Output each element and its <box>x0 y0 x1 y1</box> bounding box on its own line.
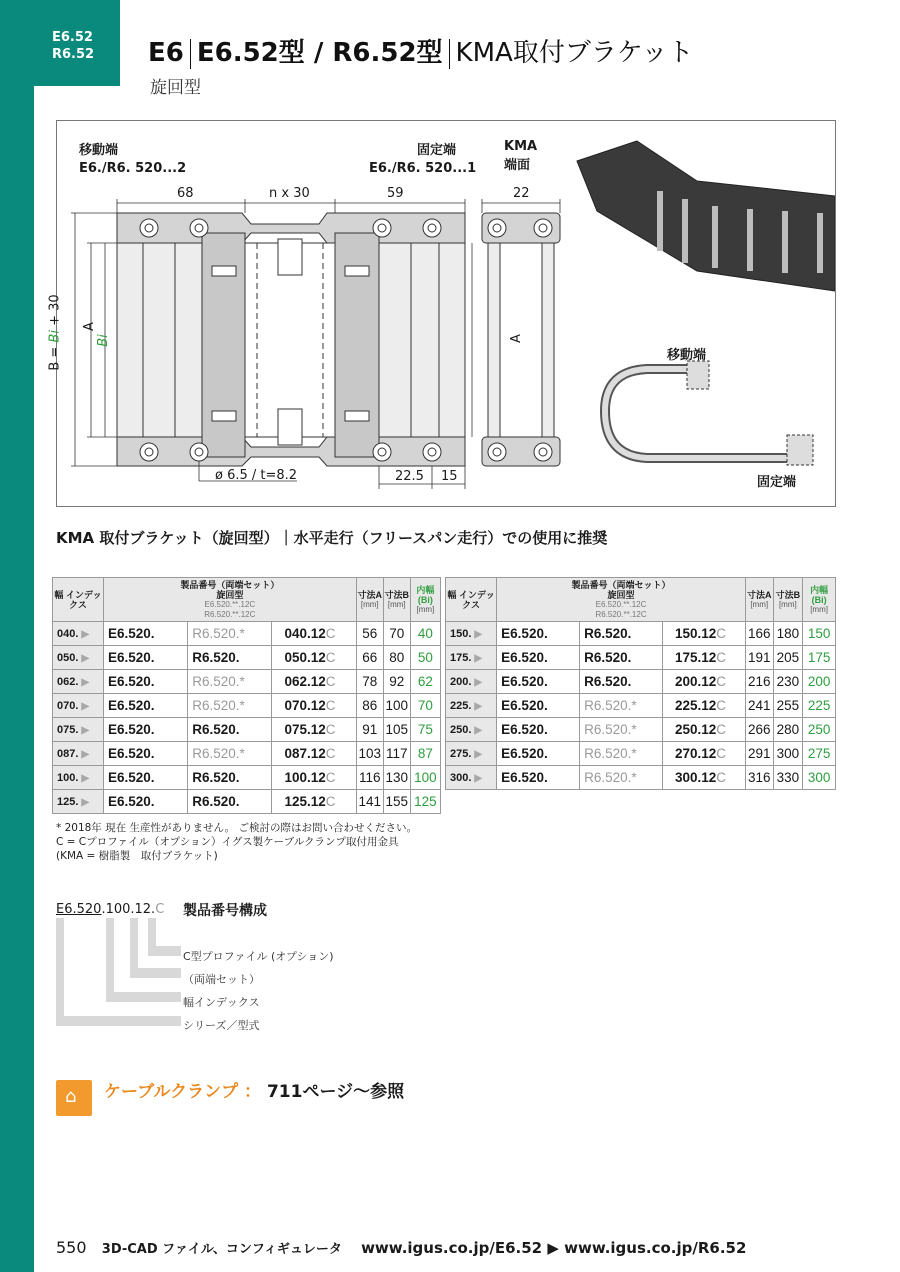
cad-configurator-label: 3D-CAD ファイル、コンフィギュレータ <box>101 1242 342 1257</box>
product-size-value: 250.12 <box>674 722 717 737</box>
title-divider <box>449 39 450 69</box>
dim-b-cell: 230 <box>773 670 803 694</box>
section-heading: KMA 取付ブラケット（旋回型）｜水平走行（フリースパン走行）での使用に推奨 <box>56 529 608 547</box>
product-size-value: 100.12 <box>284 770 326 785</box>
inner-width-cell: 62 <box>410 670 440 694</box>
chain-photo <box>577 141 835 291</box>
product-code-size <box>662 670 745 694</box>
header-dimA <box>356 578 383 622</box>
width-index-value: 075. <box>57 723 79 736</box>
cable-clamp-label: ケーブルクランプ ： <box>104 1082 262 1102</box>
inner-width-cell: 125 <box>410 790 440 814</box>
product-size-value: 300.12 <box>674 770 717 785</box>
dim-b-cell: 255 <box>773 694 803 718</box>
width-index-cell <box>446 718 497 742</box>
product-code-size <box>662 718 745 742</box>
product-size-value: 150.12 <box>674 626 717 641</box>
product-c-suffix: C <box>325 698 336 713</box>
dim-68: 68 <box>177 186 194 201</box>
dim-b-cell: 80 <box>383 646 410 670</box>
product-code-size <box>272 718 356 742</box>
arrow-icon: ▶ <box>474 748 483 760</box>
page-subtitle: 旋回型 <box>150 78 201 98</box>
product-size-value: 225.12 <box>674 698 717 713</box>
width-index-value: 175. <box>450 651 472 664</box>
width-index-cell <box>53 790 104 814</box>
width-index-value: 087. <box>57 747 79 760</box>
clamp-glyph: ⌂ <box>65 1086 77 1107</box>
bracket-drawing-svg <box>57 121 835 506</box>
dim-a-cell: 91 <box>356 718 383 742</box>
product-code-e: E6.520. <box>497 742 580 766</box>
product-code-e: E6.520. <box>497 718 580 742</box>
header-dimA-label: 寸法A <box>746 589 772 600</box>
arrow-icon: ▶ <box>474 628 483 640</box>
arrow-icon: ▶ <box>81 700 90 712</box>
header-inner-width-unit: [mm] <box>416 604 435 614</box>
header-width-index: 幅 インデックス <box>446 578 497 622</box>
header-inner-width-sub: (Bi) <box>417 594 433 605</box>
product-c-suffix: C <box>716 770 727 785</box>
dim-hole: ø 6.5 / t=8.2 <box>215 468 298 483</box>
table-row <box>53 622 441 646</box>
table-row <box>53 718 441 742</box>
arrow-icon: ▶ <box>474 652 483 664</box>
photo-moving-end-label: 移動端 <box>667 348 707 363</box>
dim-B-suffix: + 30 <box>47 294 63 331</box>
header-product-no-label: 製品番号（両端セット） <box>180 579 280 590</box>
dim-b-cell: 300 <box>773 742 803 766</box>
arrow-icon: ▶ <box>474 676 483 688</box>
width-index-value: 100. <box>57 771 79 784</box>
dim-b-cell: 155 <box>383 790 410 814</box>
table-row <box>53 766 441 790</box>
bracket-drawing <box>47 120 836 507</box>
series-tab <box>0 0 120 86</box>
product-code-r: R6.520.* <box>580 742 663 766</box>
arrow-icon: ▶ <box>81 772 90 784</box>
product-c-suffix: C <box>716 650 727 665</box>
header-dimA-unit: [mm] <box>750 599 769 609</box>
product-code-size <box>662 742 745 766</box>
part-number-bracket-diagram <box>56 918 181 1030</box>
part-number-label-width: 幅インデックス <box>183 996 260 1009</box>
table-row <box>53 670 441 694</box>
dim-B-prefix: B = <box>47 342 63 371</box>
product-code-r: R6.520.* <box>188 694 272 718</box>
inner-width-cell: 40 <box>410 622 440 646</box>
width-index-cell <box>53 694 104 718</box>
product-code-size <box>272 670 356 694</box>
spec-table-left <box>52 577 441 814</box>
product-code-r: R6.520.* <box>580 766 663 790</box>
header-code2: R6.520.**.12C <box>204 609 256 619</box>
product-code-size <box>662 766 745 790</box>
product-c-suffix: C <box>716 674 727 689</box>
kma-end-face-label: 端面 <box>504 158 531 173</box>
product-c-suffix: C <box>716 626 727 641</box>
product-size-value: 050.12 <box>284 650 326 665</box>
inner-width-cell: 225 <box>803 694 836 718</box>
header-inner-width <box>410 578 440 622</box>
table-row <box>53 646 441 670</box>
header-dimB <box>773 578 803 622</box>
product-code-size <box>272 622 356 646</box>
arrow-icon: ▶ <box>547 1239 559 1257</box>
dim-a-cell: 86 <box>356 694 383 718</box>
width-index-cell <box>446 646 497 670</box>
footnotes <box>56 821 417 863</box>
product-size-value: 125.12 <box>284 794 326 809</box>
header-product-no-label: 製品番号（両端セット） <box>571 579 671 590</box>
part-number-label-set: （両端セット） <box>183 973 260 986</box>
dim-a-cell: 216 <box>745 670 773 694</box>
inner-width-cell: 250 <box>803 718 836 742</box>
dim-a-cell: 66 <box>356 646 383 670</box>
product-code-e: E6.520. <box>103 646 187 670</box>
product-code-r: R6.520.* <box>188 622 272 646</box>
width-index-cell <box>53 742 104 766</box>
product-code-r: R6.520. <box>580 670 663 694</box>
dim-b-cell: 70 <box>383 622 410 646</box>
dim-B <box>48 294 63 370</box>
table-row <box>446 718 836 742</box>
brand-sidebar <box>0 0 34 1272</box>
series-tab-line2: R6.52 <box>52 47 95 62</box>
product-code-e: E6.520. <box>103 742 187 766</box>
table-row <box>446 766 836 790</box>
header-dimB <box>383 578 410 622</box>
product-size-value: 062.12 <box>284 674 326 689</box>
product-size-value: 087.12 <box>284 746 326 761</box>
photo-fixed-end-label: 固定端 <box>757 475 797 490</box>
inner-width-cell: 100 <box>410 766 440 790</box>
arrow-icon: ▶ <box>81 796 90 808</box>
dim-a-cell: 56 <box>356 622 383 646</box>
product-code-size <box>272 694 356 718</box>
width-index-cell <box>446 622 497 646</box>
header-product-no <box>103 578 356 622</box>
width-index-value: 225. <box>450 699 472 712</box>
footnote-2: C = Cプロファイル（オプション）イグス製ケーブルクランプ取付用金具 <box>56 836 399 848</box>
arrow-icon: ▶ <box>81 652 90 664</box>
width-index-value: 300. <box>450 771 472 784</box>
product-size-value: 075.12 <box>284 722 326 737</box>
product-code-r: R6.520. <box>188 646 272 670</box>
product-code-r: R6.520. <box>188 790 272 814</box>
product-code-e: E6.520. <box>103 718 187 742</box>
width-index-value: 050. <box>57 651 79 664</box>
kma-label: KMA <box>504 139 538 154</box>
width-index-value: 150. <box>450 627 472 640</box>
product-code-r: R6.520.* <box>580 694 663 718</box>
dim-a-cell: 266 <box>745 718 773 742</box>
dim-b-cell: 205 <box>773 646 803 670</box>
inner-width-cell: 87 <box>410 742 440 766</box>
table-row <box>53 742 441 766</box>
table-row <box>53 694 441 718</box>
product-code-size <box>272 742 356 766</box>
cable-clamp-page-ref: 711ページ～参照 <box>261 1082 405 1102</box>
product-code-size <box>662 694 745 718</box>
dim-a-cell: 141 <box>356 790 383 814</box>
product-c-suffix: C <box>325 626 336 641</box>
arrow-icon: ▶ <box>81 724 90 736</box>
table-row <box>446 670 836 694</box>
dim-a-cell: 78 <box>356 670 383 694</box>
title-divider <box>190 39 191 69</box>
arrow-icon: ▶ <box>474 700 483 712</box>
dim-b-cell: 180 <box>773 622 803 646</box>
arrow-icon: ▶ <box>474 724 483 736</box>
dim-b-cell: 130 <box>383 766 410 790</box>
width-index-cell <box>53 622 104 646</box>
dim-a-cell: 116 <box>356 766 383 790</box>
product-c-suffix: C <box>716 698 727 713</box>
fixed-end-label: 固定端 <box>417 143 457 158</box>
dim-a-cell: 191 <box>745 646 773 670</box>
product-code-e: E6.520. <box>497 646 580 670</box>
part-number-label-c: C型プロファイル (オプション) <box>183 950 334 963</box>
dim-B-bi: Bi <box>47 330 63 343</box>
arrow-icon: ▶ <box>474 772 483 784</box>
width-index-cell <box>53 646 104 670</box>
dim-b-cell: 105 <box>383 718 410 742</box>
title-part1: E6 <box>148 38 184 68</box>
header-inner-width <box>803 578 836 622</box>
product-code-r: R6.520. <box>580 646 663 670</box>
inner-width-cell: 175 <box>803 646 836 670</box>
header-product-no <box>497 578 746 622</box>
product-size-value: 200.12 <box>674 674 717 689</box>
spec-table-left-body <box>53 622 441 814</box>
width-index-value: 250. <box>450 723 472 736</box>
product-code-e: E6.520. <box>497 670 580 694</box>
dim-a-cell: 241 <box>745 694 773 718</box>
product-code-e: E6.520. <box>103 670 187 694</box>
product-code-e: E6.520. <box>497 622 580 646</box>
arrow-icon: ▶ <box>81 676 90 688</box>
arrow-icon: ▶ <box>81 748 90 760</box>
product-code-size <box>272 766 356 790</box>
product-c-suffix: C <box>325 794 336 809</box>
width-index-value: 200. <box>450 675 472 688</box>
header-product-type: 旋回型 <box>216 589 244 600</box>
footnote-1: * 2018年 現在 生産性がありません。 ご検討の際はお問い合わせください。 <box>56 822 417 834</box>
dim-a-cell: 103 <box>356 742 383 766</box>
inner-width-cell: 75 <box>410 718 440 742</box>
series-tab-line1: E6.52 <box>52 30 93 45</box>
page-footer <box>56 1238 746 1257</box>
dim-A-side: A <box>508 334 524 343</box>
product-c-suffix: C <box>325 650 336 665</box>
header-dimB-unit: [mm] <box>778 599 797 609</box>
dim-b-cell: 280 <box>773 718 803 742</box>
moving-end-label: 移動端 <box>79 143 119 158</box>
title-part2: E6.52型 / R6.52型 <box>196 38 443 68</box>
dim-b-cell: 100 <box>383 694 410 718</box>
header-inner-width-sub: (Bi) <box>811 594 827 605</box>
chain-schematic <box>605 361 813 465</box>
width-index-value: 275. <box>450 747 472 760</box>
product-code-r: R6.520. <box>580 622 663 646</box>
part-number-c: C <box>155 902 165 917</box>
product-c-suffix: C <box>325 674 336 689</box>
header-dimA-unit: [mm] <box>360 599 379 609</box>
width-index-cell <box>53 670 104 694</box>
width-index-value: 062. <box>57 675 79 688</box>
dim-a-cell: 316 <box>745 766 773 790</box>
product-code-r: R6.520. <box>188 766 272 790</box>
inner-width-cell: 70 <box>410 694 440 718</box>
product-c-suffix: C <box>325 746 336 761</box>
dim-a-cell: 166 <box>745 622 773 646</box>
part-number-series: E6.520 <box>56 902 102 917</box>
header-code1: E6.520.**.12C <box>595 599 647 609</box>
header-dimA <box>745 578 773 622</box>
title-part3: KMA取付ブラケット <box>455 38 694 68</box>
product-c-suffix: C <box>325 722 336 737</box>
header-product-type: 旋回型 <box>607 589 635 600</box>
inner-width-cell: 300 <box>803 766 836 790</box>
product-size-value: 270.12 <box>674 746 717 761</box>
width-index-value: 040. <box>57 627 79 640</box>
moving-end-code: E6./R6. 520...2 <box>79 161 187 176</box>
header-inner-width-label: 内幅 <box>416 584 435 595</box>
header-dimB-unit: [mm] <box>387 599 406 609</box>
table-row <box>446 622 836 646</box>
dim-22-5: 22.5 <box>395 469 424 484</box>
width-index-value: 125. <box>57 795 79 808</box>
header-dimB-label: 寸法B <box>775 589 801 600</box>
product-code-size <box>272 646 356 670</box>
part-number-rest: .100.12. <box>101 902 156 917</box>
product-code-e: E6.520. <box>103 622 187 646</box>
inner-width-cell: 50 <box>410 646 440 670</box>
product-size-value: 070.12 <box>284 698 326 713</box>
part-number-label-series: シリーズ／型式 <box>183 1019 260 1032</box>
dim-Bi: Bi <box>95 334 111 347</box>
cable-clamp-icon <box>56 1080 92 1116</box>
arrow-icon: ▶ <box>81 628 90 640</box>
table-row <box>446 694 836 718</box>
header-inner-width-label: 内幅 <box>810 584 829 595</box>
table-row <box>446 646 836 670</box>
header-width-index: 幅 インデックス <box>53 578 104 622</box>
dim-b-cell: 92 <box>383 670 410 694</box>
spec-table-right-body <box>446 622 836 790</box>
product-code-e: E6.520. <box>103 790 187 814</box>
inner-width-cell: 275 <box>803 742 836 766</box>
product-code-size <box>272 790 356 814</box>
footnote-3: (KMA = 樹脂製 取付ブラケット) <box>56 850 218 862</box>
product-c-suffix: C <box>716 722 727 737</box>
width-index-value: 070. <box>57 699 79 712</box>
product-code-e: E6.520. <box>103 766 187 790</box>
dim-59: 59 <box>387 186 404 201</box>
product-code-r: R6.520.* <box>580 718 663 742</box>
header-inner-width-unit: [mm] <box>810 604 828 614</box>
header-code2: R6.520.**.12C <box>595 609 647 619</box>
dim-nx30: n x 30 <box>269 186 310 201</box>
product-code-size <box>662 622 745 646</box>
header-code1: E6.520.**.12C <box>204 599 256 609</box>
product-code-size <box>662 646 745 670</box>
inner-width-cell: 200 <box>803 670 836 694</box>
cable-clamp-reference[interactable] <box>104 1077 404 1102</box>
page-title <box>148 32 694 69</box>
spec-table-right <box>445 577 836 790</box>
page-number: 550 <box>56 1238 87 1257</box>
dim-22: 22 <box>513 186 530 201</box>
url-r652-link[interactable]: www.igus.co.jp/R6.52 <box>564 1239 747 1257</box>
product-size-value: 175.12 <box>674 650 717 665</box>
product-size-value: 040.12 <box>284 626 326 641</box>
width-index-cell <box>446 742 497 766</box>
header-dimB-label: 寸法B <box>384 589 410 600</box>
dim-b-cell: 117 <box>383 742 410 766</box>
product-code-e: E6.520. <box>497 766 580 790</box>
width-index-cell <box>53 718 104 742</box>
table-row <box>53 790 441 814</box>
width-index-cell <box>446 670 497 694</box>
dim-15: 15 <box>441 469 458 484</box>
product-code-e: E6.520. <box>497 694 580 718</box>
fixed-end-code: E6./R6. 520...1 <box>369 161 477 176</box>
dim-b-cell: 330 <box>773 766 803 790</box>
inner-width-cell: 150 <box>803 622 836 646</box>
product-code-r: R6.520.* <box>188 670 272 694</box>
dim-a-cell: 291 <box>745 742 773 766</box>
part-number-example <box>56 902 164 917</box>
width-index-cell <box>53 766 104 790</box>
dim-A: A <box>81 322 97 331</box>
product-code-e: E6.520. <box>103 694 187 718</box>
header-dimA-label: 寸法A <box>357 589 382 600</box>
width-index-cell <box>446 694 497 718</box>
product-code-r: R6.520. <box>188 718 272 742</box>
product-c-suffix: C <box>325 770 336 785</box>
product-code-r: R6.520.* <box>188 742 272 766</box>
table-row <box>446 742 836 766</box>
product-c-suffix: C <box>716 746 727 761</box>
url-e652-link[interactable]: www.igus.co.jp/E6.52 <box>361 1239 543 1257</box>
width-index-cell <box>446 766 497 790</box>
part-number-title: 製品番号構成 <box>183 903 267 919</box>
